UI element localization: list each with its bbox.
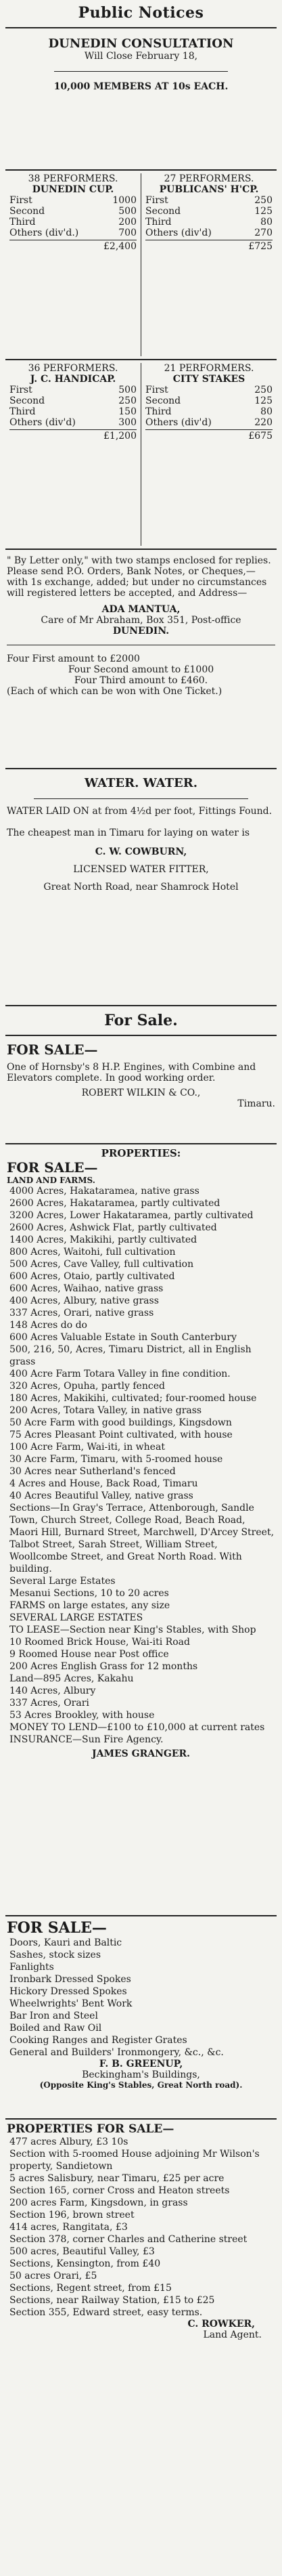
row-label: Third bbox=[145, 217, 172, 228]
divider bbox=[5, 2118, 277, 2120]
list-item: 10 Roomed Brick House, Wai-iti Road bbox=[9, 1637, 190, 1648]
row-value: 500 bbox=[118, 385, 137, 395]
list-item: 180 Acres, Makikihi, cultivated; four-roomed house bbox=[9, 1393, 257, 1404]
builders-sale bbox=[0, 1919, 282, 2116]
row-value: 1000 bbox=[112, 195, 137, 206]
list-item: FARMS on large estates, any size bbox=[9, 1600, 170, 1611]
list-item: Bar Iron and Steel bbox=[9, 2011, 98, 2021]
row-value: 220 bbox=[254, 417, 273, 428]
builders-place: Beckingham's Buildings, bbox=[82, 2069, 200, 2080]
list-item: 600 Acres, Waihao, native grass bbox=[9, 1283, 164, 1294]
row-value: 700 bbox=[118, 228, 137, 238]
list-item: 75 Acres Pleasant Point cultivated, with house bbox=[9, 1430, 233, 1440]
list-item: 2600 Acres, Hakataramea, partly cultivated bbox=[9, 1198, 220, 1209]
list-item: 337 Acres, Orari bbox=[9, 1698, 89, 1709]
properties2-items bbox=[0, 2136, 282, 2319]
divider bbox=[5, 768, 277, 769]
row-label: Second bbox=[9, 395, 45, 406]
agent-care-of: Care of Mr Abraham, Box 351, Post-office bbox=[41, 615, 241, 626]
list-item: 600 Acres Valuable Estate in South Canterbury bbox=[9, 1332, 237, 1343]
list-item: 400 Acre Farm Totara Valley in fine condition. bbox=[9, 1369, 231, 1379]
row-value: 80 bbox=[260, 217, 273, 228]
total: £2,400 bbox=[9, 240, 137, 252]
divider bbox=[5, 359, 277, 360]
list-item: Cooking Ranges and Register Grates bbox=[9, 2035, 187, 2046]
city-stakes-column bbox=[141, 363, 277, 546]
list-item: 400 Acres, Albury, native grass bbox=[9, 1295, 159, 1306]
list-item: 30 Acres near Sutherland's fenced bbox=[9, 1466, 176, 1477]
engine-seller: ROBERT WILKIN & CO., bbox=[81, 1088, 201, 1098]
divider bbox=[5, 1005, 277, 1006]
properties-notice bbox=[0, 1147, 282, 1912]
consultation-close: Will Close February 18, bbox=[84, 51, 198, 62]
list-item: Fanlights bbox=[9, 1962, 54, 1973]
list-item: MONEY TO LEND—£100 to £10,000 at current rates bbox=[9, 1722, 265, 1733]
list-item: Sections, Kensington, from £40 bbox=[9, 2258, 161, 2269]
list-item: 50 acres Orari, £5 bbox=[9, 2271, 97, 2281]
list-item: Hickory Dressed Spokes bbox=[9, 1986, 127, 1997]
consultation-title: DUNEDIN CONSULTATION bbox=[48, 37, 234, 51]
list-item: 800 Acres, Waitohi, full cultivation bbox=[9, 1247, 176, 1258]
row-value: 125 bbox=[254, 206, 273, 217]
list-item: 2600 Acres, Ashwick Flat, partly cultivated bbox=[9, 1222, 217, 1233]
row-value: 270 bbox=[254, 228, 273, 238]
properties2-agent: C. ROWKER, bbox=[187, 2319, 255, 2330]
row-value: 300 bbox=[118, 417, 137, 428]
builders-address: (Opposite King's Stables, Great North road). bbox=[39, 2080, 243, 2090]
list-item: SEVERAL LARGE ESTATES bbox=[9, 1612, 143, 1623]
list-item: 414 acres, Rangitata, £3 bbox=[9, 2222, 128, 2233]
engine-description: One of Hornsby's 8 H.P. Engines, with Combine and Elevators complete. In good working order. bbox=[7, 1062, 256, 1083]
list-item: Sections, near Railway Station, £15 to £25 bbox=[9, 2295, 215, 2306]
agent-name: ADA MANTUA, bbox=[101, 604, 181, 615]
list-item: 140 Acres, Albury bbox=[9, 1686, 96, 1696]
agent-city: DUNEDIN. bbox=[112, 626, 170, 637]
engine-town: Timaru. bbox=[237, 1098, 275, 1109]
list-item: Wheelwrights' Bent Work bbox=[9, 1998, 133, 2009]
race-title: DUNEDIN CUP. bbox=[32, 184, 114, 195]
properties2-title: Land Agent. bbox=[203, 2330, 262, 2340]
properties-lead: FOR SALE— bbox=[7, 1159, 98, 1176]
fitter-name: C. W. COWBURN, bbox=[95, 846, 187, 857]
list-item: 200 Acres English Grass for 12 months bbox=[9, 1661, 198, 1672]
consultation-notice bbox=[0, 31, 282, 167]
row-label: Others (div'd) bbox=[145, 228, 212, 238]
row-value: 500 bbox=[118, 206, 137, 217]
cheapest-man: The cheapest man in Timaru for laying on water is bbox=[7, 828, 250, 838]
fitter-trade: LICENSED WATER FITTER, bbox=[73, 864, 209, 875]
properties-heading: PROPERTIES: bbox=[101, 1147, 181, 1159]
letter-instructions: " By Letter only," with two stamps enclosed for replies. Please send P.O. Orders, Bank Notes, or Cheques,—with 1s exchange, added; but under no circumstances will registered letters be accepted, and Address— bbox=[7, 555, 271, 599]
list-item: 100 Acre Farm, Wai-iti, in wheat bbox=[9, 1442, 165, 1453]
list-item: 40 Acres Beautiful Valley, native grass bbox=[9, 1490, 193, 1501]
row-label: Others (div'd.) bbox=[9, 228, 79, 238]
list-item: 30 Acre Farm, Timaru, with 5-roomed house bbox=[9, 1454, 223, 1465]
list-item: 320 Acres, Opuha, partly fenced bbox=[9, 1381, 165, 1392]
race-title: PUBLICANS' H'CP. bbox=[159, 184, 259, 195]
list-item: Ironbark Dressed Spokes bbox=[9, 1974, 131, 1985]
list-item: Several Large Estates bbox=[9, 1576, 116, 1587]
first-amount: Four First amount to £2000 bbox=[7, 653, 140, 664]
list-item: Section 165, corner Cross and Heaton streets bbox=[9, 2185, 230, 2196]
second-amount: Four Second amount to £1000 bbox=[68, 664, 214, 675]
row-label: Others (div'd) bbox=[9, 417, 76, 428]
performers-count: 21 PERFORMERS. bbox=[164, 363, 254, 374]
consultation-members: 10,000 MEMBERS AT 10s EACH. bbox=[53, 81, 229, 92]
engine-sale bbox=[0, 1039, 282, 1140]
row-label: Third bbox=[145, 406, 172, 417]
row-label: Others (div'd) bbox=[145, 417, 212, 428]
builders-items bbox=[0, 1937, 282, 2059]
list-item: Doors, Kauri and Baltic bbox=[9, 1937, 122, 1948]
ticket-note: (Each of which can be won with One Ticket.) bbox=[7, 686, 222, 697]
list-item: 1400 Acres, Makikihi, partly cultivated bbox=[9, 1235, 197, 1245]
row-label: Second bbox=[145, 395, 181, 406]
divider bbox=[5, 1915, 277, 1916]
list-item: 53 Acres Brookley, with house bbox=[9, 1710, 155, 1721]
performers-table-bottom bbox=[5, 363, 277, 546]
total: £725 bbox=[145, 240, 273, 252]
total: £1,200 bbox=[9, 429, 137, 442]
performers-table-top bbox=[5, 173, 277, 356]
list-item: 200 acres Farm, Kingsdown, in grass bbox=[9, 2197, 188, 2208]
list-item: TO LEASE—Section near King's Stables, with Shop bbox=[9, 1625, 256, 1635]
properties2-notice bbox=[0, 2122, 282, 2366]
properties2-lead: PROPERTIES FOR SALE— bbox=[7, 2122, 174, 2136]
row-value: 250 bbox=[254, 385, 273, 395]
performers-count: 36 PERFORMERS. bbox=[28, 363, 118, 374]
list-item: Section 378, corner Charles and Catherine street bbox=[9, 2234, 248, 2245]
land-farms-sub: LAND AND FARMS. bbox=[7, 1176, 95, 1185]
list-item: Section 355, Edward street, easy terms. bbox=[9, 2307, 203, 2318]
row-value: 80 bbox=[260, 406, 273, 417]
list-item: Sashes, stock sizes bbox=[9, 1950, 101, 1960]
divider bbox=[5, 1143, 277, 1144]
row-label: First bbox=[145, 385, 168, 395]
properties-agent: JAMES GRANGER. bbox=[91, 1748, 191, 1759]
list-item: 50 Acre Farm with good buildings, Kingsdown bbox=[9, 1417, 232, 1428]
row-value: 150 bbox=[118, 406, 137, 417]
engine-sale-lead: FOR SALE— bbox=[7, 1042, 98, 1058]
list-item: 600 Acres, Otaio, partly cultivated bbox=[9, 1271, 175, 1282]
list-item: Boiled and Raw Oil bbox=[9, 2023, 102, 2034]
row-label: Second bbox=[145, 206, 181, 217]
row-label: First bbox=[145, 195, 168, 206]
list-item: Mesanui Sections, 10 to 20 acres bbox=[9, 1588, 169, 1599]
row-label: Second bbox=[9, 206, 45, 217]
for-sale-heading: For Sale. bbox=[104, 1012, 178, 1029]
divider bbox=[5, 169, 277, 171]
divider bbox=[5, 1035, 277, 1036]
list-item: 500 Acres, Cave Valley, full cultivation bbox=[9, 1259, 194, 1270]
list-item: 4 Acres and House, Back Road, Timaru bbox=[9, 1478, 198, 1489]
row-label: First bbox=[9, 195, 32, 206]
dunedin-cup-column bbox=[5, 173, 141, 356]
jc-handicap-column bbox=[5, 363, 141, 546]
list-item: 9 Roomed House near Post office bbox=[9, 1649, 169, 1660]
divider bbox=[54, 71, 228, 72]
row-value: 125 bbox=[254, 395, 273, 406]
fitter-address: Great North Road, near Shamrock Hotel bbox=[43, 882, 239, 893]
list-item: General and Builders' Ironmongery, &c., &c. bbox=[9, 2047, 224, 2058]
letter-notice bbox=[0, 555, 282, 765]
list-item: 500, 216, 50, Acres, Timaru District, all in English grass bbox=[9, 1344, 252, 1367]
page-title: Public Notices bbox=[78, 4, 204, 22]
row-value: 250 bbox=[254, 195, 273, 206]
builders-seller: F. B. GREENUP, bbox=[99, 2059, 183, 2069]
list-item: 500 acres, Beautiful Valley, £3 bbox=[9, 2246, 155, 2257]
water-notice bbox=[0, 772, 282, 1002]
property-list bbox=[0, 1185, 282, 1746]
row-label: Third bbox=[9, 406, 36, 417]
divider bbox=[34, 798, 248, 799]
list-item: Section 196, brown street bbox=[9, 2210, 135, 2220]
race-title: CITY STAKES bbox=[172, 374, 245, 385]
water-laid-on: WATER LAID ON at from 4½d per foot, Fittings Found. bbox=[7, 806, 273, 817]
list-item: 4000 Acres, Hakataramea, native grass bbox=[9, 1186, 199, 1197]
builders-sale-lead: FOR SALE— bbox=[7, 1919, 107, 1937]
list-item: 5 acres Salisbury, near Timaru, £25 per acre bbox=[9, 2173, 225, 2184]
water-title: WATER. WATER. bbox=[84, 776, 198, 790]
list-item: Section with 5-roomed House adjoining Mr Wilson's property, Sandietown bbox=[9, 2149, 260, 2172]
row-value: 200 bbox=[118, 217, 137, 228]
list-item: 3200 Acres, Lower Hakataramea, partly cultivated bbox=[9, 1210, 254, 1221]
list-item: 337 Acres, Orari, native grass bbox=[9, 1308, 154, 1318]
list-item: Sections—In Gray's Terrace, Attenborough, Sandle Town, Church Street, College Road, Beach Road, Maori Hill, Burnard Street, Marchwell, D'Arcey Street, Talbot Street, Sarah Street, William Street, Woollcombe Street, and Great North Road. With building. bbox=[9, 1503, 275, 1574]
list-item: INSURANCE—Sun Fire Agency. bbox=[9, 1734, 164, 1745]
list-item: Sections, Regent street, from £15 bbox=[9, 2283, 172, 2294]
list-item: Land—895 Acres, Kakahu bbox=[9, 1673, 134, 1684]
row-value: 250 bbox=[118, 395, 137, 406]
third-amount: Four Third amount to £460. bbox=[74, 675, 208, 686]
performers-count: 38 PERFORMERS. bbox=[28, 173, 118, 184]
row-label: Third bbox=[9, 217, 36, 228]
total: £675 bbox=[145, 429, 273, 442]
list-item: 200 Acres, Totara Valley, in native grass bbox=[9, 1405, 202, 1416]
list-item: 148 Acres do do bbox=[9, 1320, 87, 1331]
divider bbox=[5, 549, 277, 550]
list-item: 477 acres Albury, £3 10s bbox=[9, 2137, 128, 2147]
publicans-hcp-column bbox=[141, 173, 277, 356]
divider bbox=[5, 27, 277, 28]
performers-count: 27 PERFORMERS. bbox=[164, 173, 254, 184]
race-title: J. C. HANDICAP. bbox=[30, 374, 116, 385]
row-label: First bbox=[9, 385, 32, 395]
